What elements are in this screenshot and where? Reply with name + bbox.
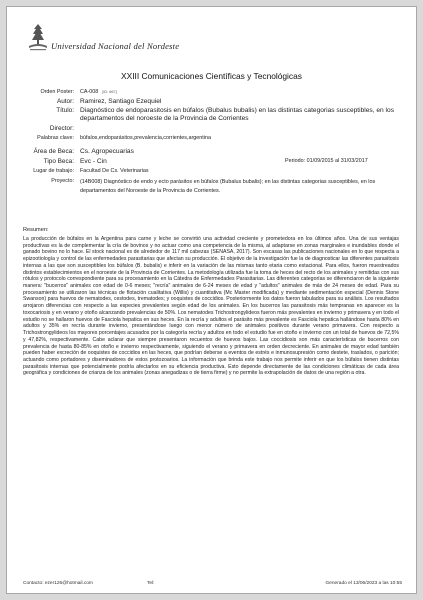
periodo-field <box>285 158 368 165</box>
director-label: Director: <box>49 125 74 132</box>
proyecto-value: (14B008) Diagnóstico de endo y ecto parásitos en búfalos (Bubalus bubalis); en las distintas categorias susceptibles, en los departamentos del Noroeste de la Provincia de Corrientes. <box>80 179 376 194</box>
page-footer <box>23 581 402 589</box>
periodo-value: 01/09/2015 al 31/03/2017 <box>306 158 368 164</box>
event-title: XXIII Comunicaciones Científicas y Tecnológicas <box>121 71 302 81</box>
poster-id-code: [ID: 667] <box>102 90 117 94</box>
summary-text: La producción de búfalos en la Argentina para carne y leche se convirtió una actividad creciente y prometedora en los últimos años. Una de sus ventajas productivas es la de complementar la cría de bovinos y no actuar como una competencia de la misma, al adaptarse en zonas marginales e inundables donde el ganado bovino no lo hace. El stock nacional es de alrededor de 117 mil cabezas (SENASA, 2017). Son escasas las publicaciones nacionales en lo que respecta a epizootiología y control de las enfermedades parasitarias que afectan su producción. El objetivo de la investigación fue la de diagnosticar las diferentes parasitosis internas a las que son susceptibles los búfalos (B. bubalis) e inferir en la variación de las mismas tanto etaria como estacional. Para ellos, fueron muestreados distintos establecimientos en el noroeste de la Provincia de Corrientes. La metodología utilizada fue la toma de heces del recto de los animales y remitidas con sus rótulos y protocolo correspondiente para su procesamiento en la Cátedra de Enfermedades Parasitarias. Las diferentes categorías se diferenciaron de la siguiente manera: "bucerros" animales con edad de 0-6 meses; "recría" animales de 6-24 meses de edad y "adultos" animales de más de 24 meses de edad. Para su procesamiento se utilizaron las técnicas de flotación cualitativa (Willis) y cuantitativa (Mc Master modificada) y mediante sedimentación especial (Dennis Stone Swanson) para huevos de nematodes, cestodes, trematodes; y ooquistes de coccidios. Posteriormente los datos fueron tabulados para su análisis. Los resultados arrojaron diferencias con respecto a las especies prevalentes según edad de los animales. En los bucerros las parasitosis más tempranas en aparecer es la toxocariosis y en verano y otoño alcanzando prevalencias de 50%. Los nematodes Trichostrongylideos fueron más prevalentes en invierno y primavera y en todo el estudio no se hallaron huevos de Fasciola hepatica en sus heces. En la recría y adultos el parásito más prevalente es Fasciola hepatica hallándose hasta 80% en adultos y 35% en recría durante invierno, presentándose luego con menor número de animales positivos durante verano primavera. Con respecto a Trichostrongylideos los mayores porcentajes acusados por la categoría recría y adultos en todo el estudio fue en otoño e invierno con un total de huevos de 72,5% y 47,82%, respectivamente. Cabe aclarar que siempre presentaron recuentos de huevos bajos. Las coccidiosis son más características de bucerros con prevalencia de hasta 80-85% en otoño e invierno respectivamente, siguiendo el verano y primavera en orden decreciente. En animales de mayor edad también pueden haber excreción de ooquistes de coccidios en las heces, que podrían deberse a eventos de estrés e inmunosupresión como destete, traslados, o parición; actuando como portadores y diseminadores de estos protozoarios. La información que brinda este trabajo nos permite inferir en que los búfalos tienen distintas parasitosis internas que potencialmente podría afectarlos en su eficiencia productiva. Esto depende directamente de las condiciones climáticas de cada área geográfica y condiciones de crianza de los animales (zonas anegadizas o de tierra firme) y no permite la extrapolación de datos de una región a otra. <box>23 236 399 377</box>
tipo-beca-value: Evc - Cin <box>80 158 107 165</box>
university-logo <box>25 23 180 63</box>
university-seal-icon <box>25 23 51 53</box>
document-page <box>6 6 417 594</box>
lugar-trabajo-label: Lugar de trabajo: <box>33 168 74 174</box>
institution-name: Universidad Nacional del Nordeste <box>51 41 180 51</box>
area-beca-value: Cs. Agropecuarias <box>80 148 134 155</box>
summary-label: Resumen: <box>23 227 49 233</box>
periodo-label: Periodo: <box>285 158 306 164</box>
proyecto-label: Proyecto: <box>51 178 74 184</box>
autor-label: Autor: <box>56 98 74 105</box>
orden-poster-label: Orden Poster: <box>40 89 74 95</box>
titulo-label: Título: <box>56 107 74 114</box>
orden-poster-number: CA-008 <box>80 89 99 95</box>
area-beca-label: Área de Beca: <box>33 148 74 155</box>
generated-timestamp: Generado el 13/06/2023 a las 10:55 <box>325 581 402 586</box>
orden-poster-value <box>80 89 394 96</box>
palabras-clave-label: Palabras clave: <box>37 135 74 141</box>
lugar-trabajo-value: Facultad De Cs. Veterinarias <box>80 168 149 174</box>
tipo-beca-label: Tipo Beca: <box>43 158 74 165</box>
autor-value: Ramirez, Santiago Ezequiel <box>80 98 162 105</box>
contact-email: Contacto: ezer126@hotmail.com <box>23 581 93 586</box>
titulo-value: Diagnóstico de endoparasitosis en búfalos (Bubalus bubalis) en las distintas categorias susceptibles, en los departamentos del noroeste de la Provincia de Corrientes <box>80 107 394 123</box>
contact-tel: Tel: <box>147 581 155 586</box>
palabras-clave-value: búfalos,endoparásitos,prevalencia,corrientes,argentina <box>80 135 211 141</box>
